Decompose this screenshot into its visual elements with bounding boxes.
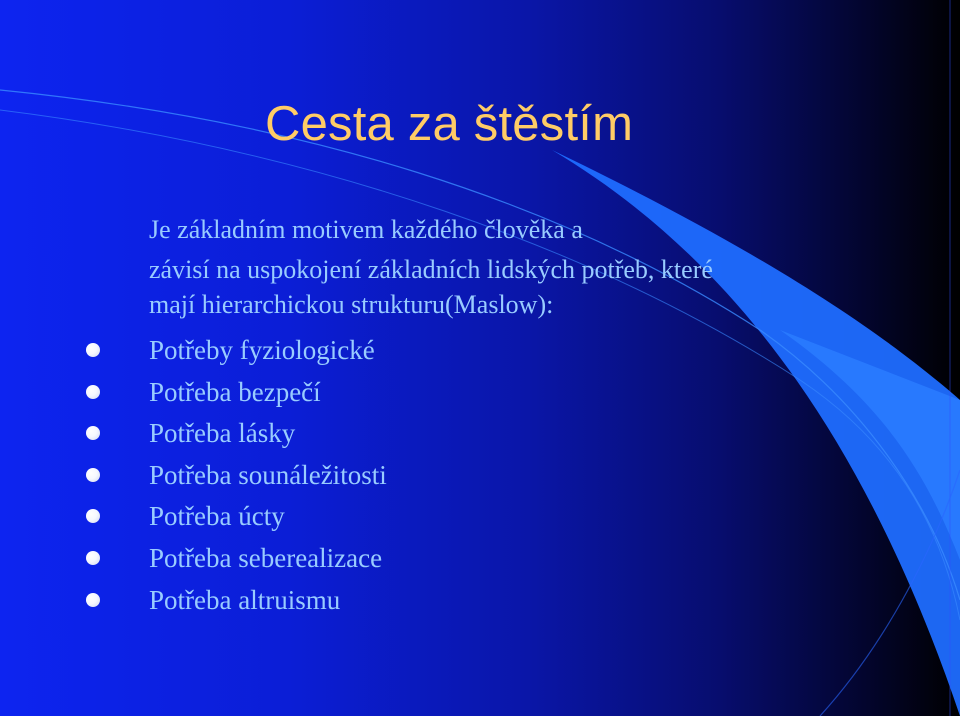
- bullet-dot-icon: [86, 468, 100, 482]
- intro-line: Je základním motivem každého člověka a: [149, 215, 583, 244]
- intro-line: závisí na uspokojení základních lidských potřeb, které: [149, 255, 713, 284]
- list-item-label: Potřeba bezpečí: [149, 376, 321, 407]
- bullet-dot-icon: [86, 551, 100, 565]
- list-item-label: Potřeba seberealizace: [149, 542, 383, 573]
- list-item-label: Potřeba úcty: [149, 501, 285, 532]
- list-item-label: Potřeby fyziologické: [149, 335, 375, 365]
- bullet-dot-icon: [86, 385, 100, 399]
- list-item-label: Potřeba lásky: [149, 418, 296, 449]
- list-item-label: Potřeba altruismu: [149, 584, 341, 615]
- bullet-dot-icon: [86, 593, 100, 607]
- intro-text: [149, 212, 713, 322]
- bullet-dot-icon: [86, 343, 100, 357]
- slide-title: Cesta za štěstím: [265, 97, 634, 151]
- list-item-label: Potřeba sounáležitosti: [149, 459, 387, 490]
- intro-line: mají hierarchickou strukturu(Maslow):: [149, 290, 554, 319]
